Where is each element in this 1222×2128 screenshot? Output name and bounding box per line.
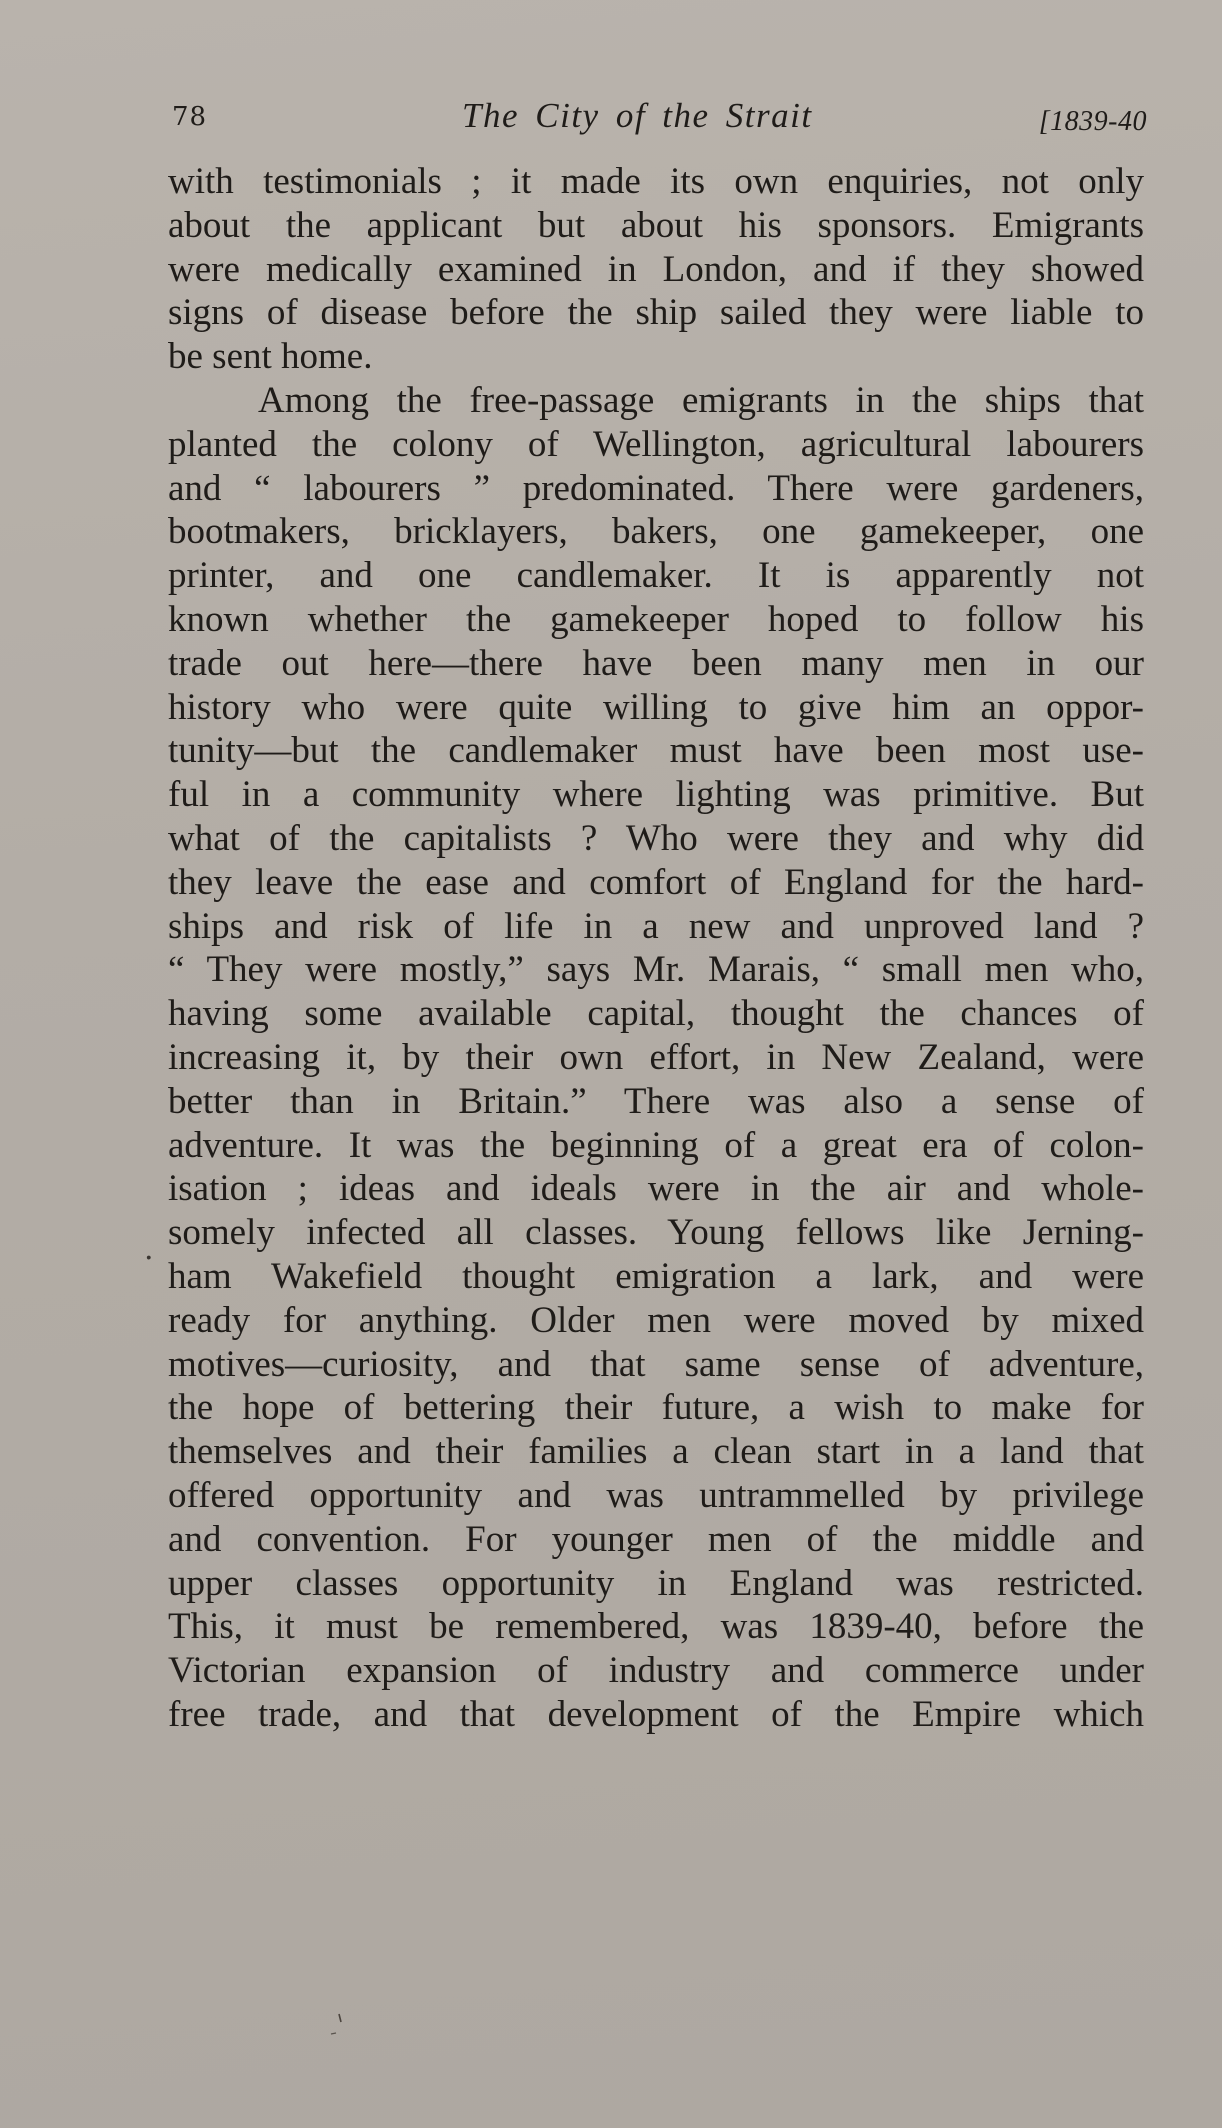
text-line: better than in Britain.” There was also a sense of xyxy=(168,1080,1144,1122)
text-line: motives—curiosity, and that same sense of adventure, xyxy=(168,1343,1144,1385)
text-line: tunity—but the candlemaker must have been most use- xyxy=(168,730,1144,772)
running-date-range: [1839-40 xyxy=(1038,106,1147,137)
text-line: “ They were mostly,” says Mr. Marais, “ small men who, xyxy=(168,949,1144,991)
text-line: ships and risk of life in a new and unproved land ? xyxy=(168,905,1144,947)
text-line: free trade, and that development of the Empire which xyxy=(168,1693,1144,1735)
text-line: Victorian expansion of industry and commerce under xyxy=(168,1650,1144,1692)
text-line: they leave the ease and comfort of England for the hard- xyxy=(168,861,1144,903)
text-line: isation ; ideas and ideals were in the air and whole- xyxy=(168,1168,1144,1210)
stray-pencil-mark xyxy=(330,2012,344,2038)
running-head xyxy=(172,96,1147,144)
text-line: somely infected all classes. Young fellows like Jerning- xyxy=(168,1212,1144,1254)
text-line: ready for anything. Older men were moved by mixed xyxy=(168,1299,1144,1341)
text-line: planted the colony of Wellington, agricultural labourers xyxy=(168,423,1144,465)
text-line: increasing it, by their own effort, in New Zealand, were xyxy=(168,1036,1144,1078)
text-line: known whether the gamekeeper hoped to follow his xyxy=(168,598,1144,640)
text-line: about the applicant but about his sponsors. Emigrants xyxy=(168,204,1144,246)
text-line: offered opportunity and was untrammelled by privilege xyxy=(168,1474,1144,1516)
running-title: The City of the Strait xyxy=(462,96,813,135)
text-line: what of the capitalists ? Who were they and why did xyxy=(168,817,1144,859)
text-line: printer, and one candlemaker. It is apparently not xyxy=(168,555,1144,597)
text-line: history who were quite willing to give him an oppor- xyxy=(168,686,1144,728)
page-number: 78 xyxy=(172,102,208,132)
text-line: and “ labourers ” predominated. There were gardeners, xyxy=(168,467,1144,509)
text-line: ham Wakefield thought emigration a lark, and were xyxy=(168,1255,1144,1297)
text-line: bootmakers, bricklayers, bakers, one gamekeeper, one xyxy=(168,511,1144,553)
text-line: trade out here—there have been many men in our xyxy=(168,642,1144,684)
text-line: adventure. It was the beginning of a great era of colon- xyxy=(168,1124,1144,1166)
text-line: and convention. For younger men of the middle and xyxy=(168,1518,1144,1560)
text-line: signs of disease before the ship sailed they were liable to xyxy=(168,292,1144,334)
text-line: the hope of bettering their future, a wish to make for xyxy=(168,1387,1144,1429)
text-line: This, it must be remembered, was 1839-40, before the xyxy=(168,1606,1144,1648)
text-line: were medically examined in London, and if they showed xyxy=(168,248,1144,290)
text-line: having some available capital, thought the chances of xyxy=(168,993,1144,1035)
text-line: be sent home. xyxy=(168,336,373,378)
text-line: with testimonials ; it made its own enquiries, not only xyxy=(168,161,1144,202)
text-line: upper classes opportunity in England was restricted. xyxy=(168,1562,1144,1604)
margin-mark: . xyxy=(144,1232,154,1267)
body-text xyxy=(168,160,1144,1737)
text-line: ful in a community where lighting was primitive. But xyxy=(168,774,1144,816)
text-line: themselves and their families a clean start in a land that xyxy=(168,1431,1144,1473)
text-line: Among the free-passage emigrants in the ships that xyxy=(258,379,1144,421)
